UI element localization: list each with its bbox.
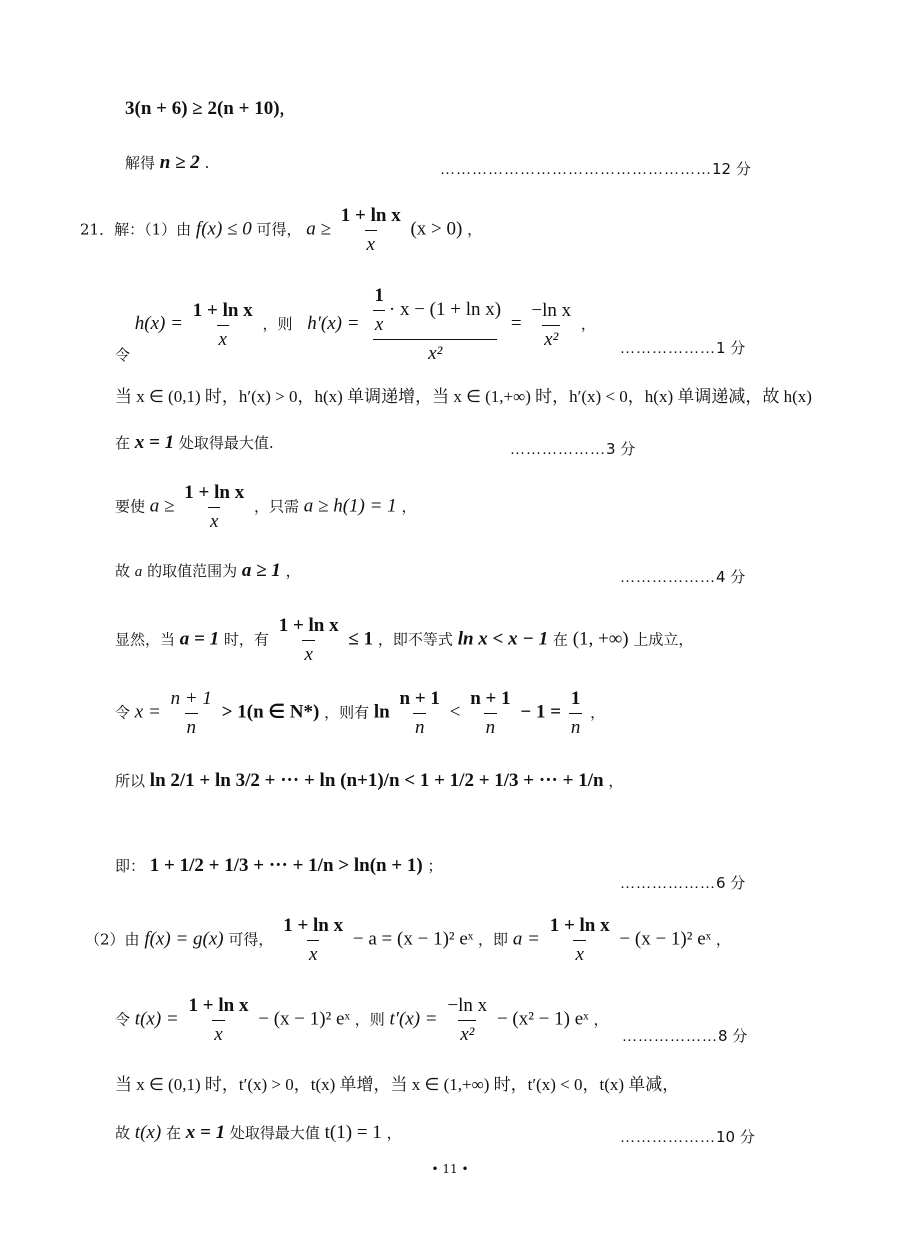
q21-intro-line: 21．解：（1）由 f(x) ≤ 0 可得， a ≥ $\frac{\text{1 + ln x}}{x}$ (x > 0) ， xyxy=(80,205,483,255)
score-8: ………………8 分 xyxy=(622,1027,748,1045)
range-line: 故 a 的取值范围为 a ≥ 1 ， xyxy=(115,560,301,581)
score-10: ………………10 分 xyxy=(620,1128,755,1146)
sum-log-line: 所以 ln 2/1 + ln 3/2 + ··· + ln (n+1)/n < 1 + 1/2 + 1/3 + ··· + 1/n ， xyxy=(115,770,624,791)
condition-line: 要使 a ≥ $\frac{\text{1 + ln x}}{x}$ ，只需 a ≥ h(1) = 1 ， xyxy=(115,482,417,532)
score-6: ………………6 分 xyxy=(620,874,746,892)
score-3: ………………3 分 xyxy=(510,440,636,458)
monotonic-line: 当 x ∈ (0,1) 时，h′(x) > 0，h(x) 单调递增，当 x ∈ (1,+∞) 时，h′(x) < 0，h(x) 单调递减，故 h(x) xyxy=(115,387,812,406)
t-max-line: 故 t(x) 在 x = 1 处取得最大值 t(1) = 1 ， xyxy=(115,1122,402,1143)
harmonic-line: 即： 1 + 1/2 + 1/3 + ··· + 1/n > ln(n + 1) ； xyxy=(115,855,443,876)
page-number: • 11 • xyxy=(431,1162,469,1176)
score-4: ………………4 分 xyxy=(620,568,746,586)
max-at-one-line: 在 x = 1 处取得最大值. xyxy=(115,432,274,453)
obvious-inequality-line: 显然，当 a = 1 时，有 $\frac{\text{1 + ln x}}{x}$ ≤ 1 ，即不等式 ln x < x − 1 在 (1, +∞) 上成立， xyxy=(115,615,694,665)
solve-result-line: 解得 n ≥ 2 . xyxy=(125,152,210,173)
fraction: $\frac{\text{1 + ln x}}{x}$ xyxy=(340,205,401,255)
score-12: ……………………………………………12 分 xyxy=(440,160,751,178)
substitution-line: 令 x = $\frac{n + 1}{n}$ > 1(n ∈ N*) ，则有 ln $\frac{n + 1}{n}$ < $\frac{n + 1}{n}$ − 1 = $\frac{1}{n}$ ， xyxy=(115,688,606,738)
h-definition-line: 令 h(x) = $\frac{\text{1 + ln x}}{x}$ ，则 h′(x) = $\frac{1}{x}$ · x − (1 + ln x) x² = $\frac{\text{−ln x}}{\text{x²}}$ ， xyxy=(115,285,596,364)
part2-intro-line: （2）由 f(x) = g(x) 可得， $\frac{\text{1 + ln x}}{x}$ − a = (x − 1)² eˣ ，即 a = $\frac{\text{1 + ln x}}{x}$ − (x − 1)² eˣ ， xyxy=(85,915,731,965)
inequality-line: 3(n + 6) ≥ 2(n + 10)， xyxy=(125,98,295,119)
t-definition-line: 令 t(x) = $\frac{\text{1 + ln x}}{x}$ − (x − 1)² eˣ ，则 t′(x) = $\frac{\text{−ln x}}{\text{x²}}$ − (x² − 1) eˣ ， xyxy=(115,995,609,1045)
score-1: ………………1 分 xyxy=(620,339,746,357)
t-monotonic-line: 当 x ∈ (0,1) 时，t′(x) > 0，t(x) 单增，当 x ∈ (1,+∞) 时，t′(x) < 0，t(x) 单减， xyxy=(115,1075,680,1094)
